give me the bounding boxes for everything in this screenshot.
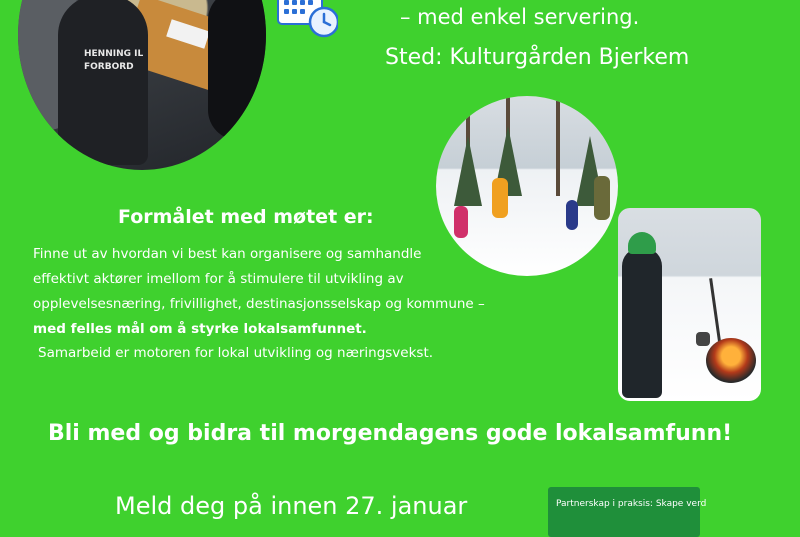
campfire-photo [618,208,761,401]
purpose-heading: Formålet med møtet er: [118,206,374,228]
purpose-line: Samarbeid er motoren for lokal utvikling og næringsvekst. [38,345,434,361]
purpose-line: opplevelsesnæring, frivillighet, destinasjonsselskap og kommune – [33,296,485,312]
call-to-action: Bli med og bidra til morgendagens gode lokalsamfunn! [48,421,733,446]
booklet-cover [548,487,707,537]
purpose-line-bold: med felles mål om å styrke lokalsamfunnet. [33,321,367,337]
meeting-photo [18,0,266,170]
signup-deadline: Meld deg på innen 27. januar [115,492,468,520]
shirt-text-line2: FORBORD [84,62,134,72]
shirt-print [84,48,143,74]
location-text: Sted: Kulturgården Bjerkem [385,45,690,70]
purpose-line: effektivt aktører imellom for å stimulere til utvikling av [33,271,404,287]
calendar-clock-icon [276,0,338,38]
servering-text: – med enkel servering. [400,5,640,29]
booklet-title: Partnerskap i praksis: Skape verd [556,499,707,509]
ski-photo [436,96,618,276]
shirt-text-line1: HENNING IL [84,49,144,59]
purpose-line: Finne ut av hvordan vi best kan organisere og samhandle [33,246,422,262]
